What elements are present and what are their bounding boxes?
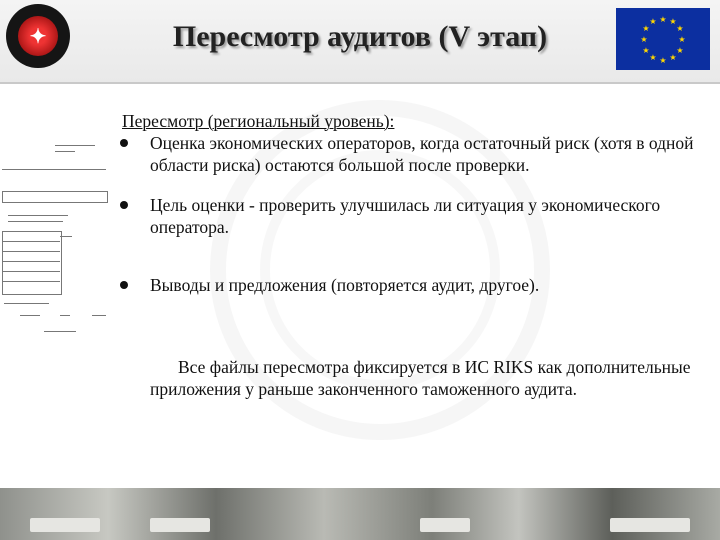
svg-text:★: ★	[659, 56, 667, 65]
bullet-text: Цель оценки - проверить улучшилась ли ситуация у экономического оператора.	[150, 195, 661, 237]
svg-text:★: ★	[659, 15, 667, 24]
bullet-item	[116, 132, 706, 176]
bullet-item	[116, 274, 706, 296]
bullet-text: Выводы и предложения (повторяется аудит, другое).	[150, 275, 540, 295]
svg-text:★: ★	[669, 53, 677, 62]
svg-text:★: ★	[642, 46, 650, 55]
bullet-icon	[120, 281, 128, 289]
svg-text:★: ★	[649, 17, 657, 26]
svg-text:★: ★	[642, 24, 650, 33]
svg-text:★: ★	[678, 35, 686, 44]
bullet-item	[116, 194, 706, 238]
ship-image	[30, 518, 100, 532]
bullet-list	[116, 132, 706, 296]
ship-image	[150, 518, 210, 532]
note-text: Все файлы пересмотра фиксируется в ИС RIKS как дополнительные приложения у раньше законченного таможенного аудита.	[150, 357, 691, 399]
page-title: Пересмотр аудитов (V этап)	[172, 20, 548, 53]
svg-text:★: ★	[676, 46, 684, 55]
header-bar	[0, 0, 720, 84]
container-image	[610, 518, 690, 532]
svg-text:★: ★	[649, 53, 657, 62]
svg-text:★: ★	[676, 24, 684, 33]
bullet-text: Оценка экономических операторов, когда остаточный риск (хотя в одной области риска) остаются большой после проверки.	[150, 133, 694, 175]
eu-flag-icon	[616, 8, 710, 70]
main-content	[116, 110, 706, 296]
emblem-shield: ✦	[18, 16, 58, 56]
document-thumbnail	[0, 135, 112, 335]
footer-photo-strip	[0, 488, 720, 540]
svg-text:★: ★	[669, 17, 677, 26]
section-subtitle: Пересмотр (региональный уровень):	[122, 111, 395, 131]
bullet-icon	[120, 201, 128, 209]
bullet-icon	[120, 139, 128, 147]
document-image	[420, 518, 470, 532]
svg-text:★: ★	[640, 35, 648, 44]
